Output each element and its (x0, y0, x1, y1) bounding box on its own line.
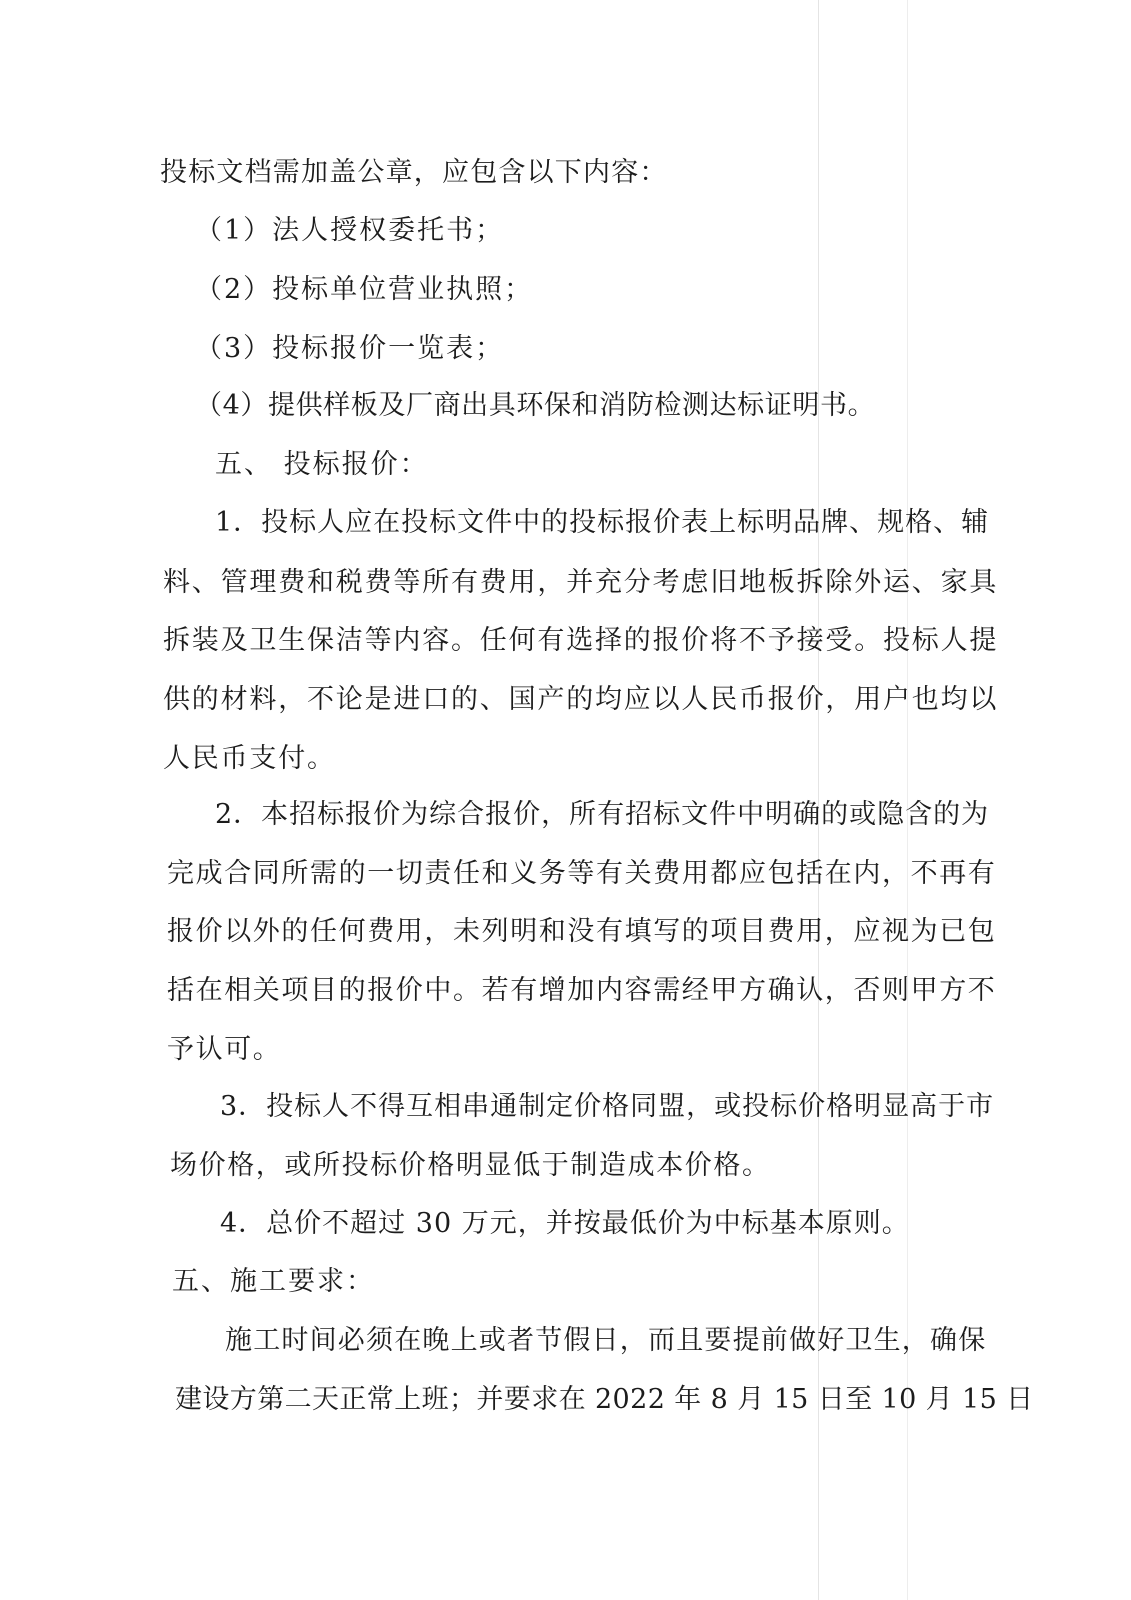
list-item: （1）法人授权委托书； (195, 215, 505, 246)
paragraph-line: 拆装及卫生保洁等内容。任何有选择的报价将不予接受。投标人提 (163, 625, 999, 656)
paragraph-line: 供的材料，不论是进口的、国产的均应以人民币报价，用户也均以 (163, 684, 999, 715)
list-item: （3）投标报价一览表； (195, 333, 505, 364)
list-item: （4）提供样板及厂商出具环保和消防检测达标证明书。 (195, 390, 876, 421)
paragraph-line: 场价格，或所投标价格明显低于制造成本价格。 (170, 1150, 771, 1181)
list-item: （2）投标单位营业执照； (195, 274, 534, 305)
section-heading: 五、施工要求： (172, 1266, 375, 1297)
paragraph-line: 人民币支付。 (163, 743, 336, 774)
paragraph-line: 施工时间必须在晚上或者节假日，而且要提前做好卫生，确保 (225, 1325, 987, 1356)
paragraph-line: 3．投标人不得互相串通制定价格同盟，或投标价格明显高于市 (220, 1091, 995, 1122)
paragraph-line: 1．投标人应在投标文件中的投标报价表上标明品牌、规格、辅 (215, 507, 990, 538)
paragraph-line: 2．本招标报价为综合报价，所有招标文件中明确的或隐含的为 (215, 799, 990, 830)
intro-line: 投标文档需加盖公章，应包含以下内容： (160, 157, 668, 188)
paragraph-line: 括在相关项目的报价中。若有增加内容需经甲方确认，否则甲方不 (167, 975, 997, 1006)
paragraph-line: 予认可。 (167, 1034, 282, 1065)
paragraph-line: 建设方第二天正常上班；并要求在 2022 年 8 月 15 日至 10 月 15 日 (175, 1384, 1034, 1415)
paragraph-line: 报价以外的任何费用，未列明和没有填写的项目费用，应视为已包 (167, 916, 997, 947)
paragraph-line: 4．总价不超过 30 万元，并按最低价为中标基本原则。 (220, 1208, 910, 1239)
paragraph-line: 料、管理费和税费等所有费用，并充分考虑旧地板拆除外运、家具 (163, 567, 999, 598)
paragraph-line: 完成合同所需的一切责任和义务等有关费用都应包括在内，不再有 (167, 858, 997, 889)
section-heading: 五、 投标报价： (215, 449, 429, 480)
